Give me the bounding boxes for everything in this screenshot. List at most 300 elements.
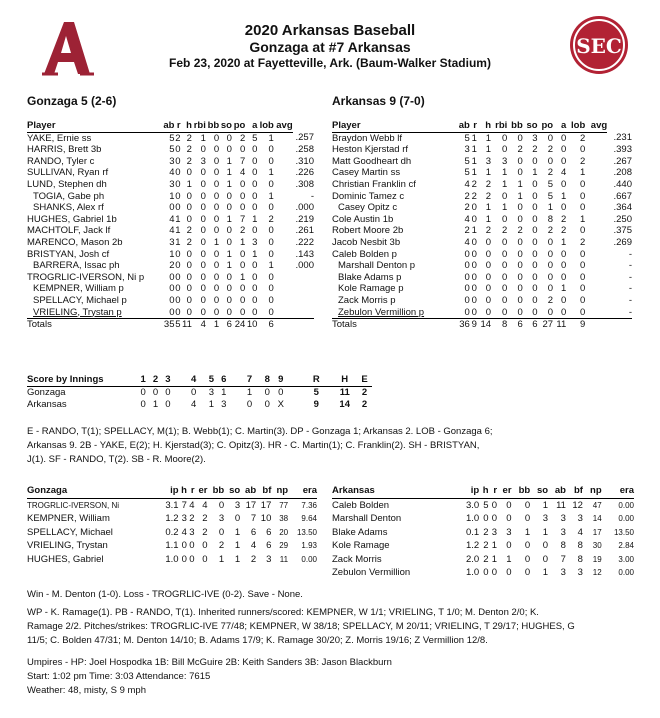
player-name: LUND, Stephen dh (27, 178, 107, 190)
stat-cell: 1 (226, 167, 232, 179)
totals-cell: 11 (182, 319, 192, 331)
stat-cell: 0 (464, 271, 470, 283)
stat-cell: 1 (268, 260, 274, 272)
stat-cell: 5 (252, 132, 258, 144)
home-pitching (332, 484, 634, 580)
stat-cell: 2 (547, 225, 554, 237)
stat-cell: 0 (471, 283, 477, 295)
stat-cell: 0 (580, 294, 586, 306)
stat-cell: - (628, 306, 632, 318)
stat-cell: 0 (560, 132, 567, 144)
player-name: SHANKS, Alex rf (33, 202, 104, 214)
column-header: rbi (193, 120, 206, 131)
notes-line: J(1). SF - RANDO, T(2). SB - R. Moore(2). (27, 454, 206, 465)
player-row (332, 156, 632, 168)
stat-cell: 0 (532, 294, 538, 306)
pitcher-row (27, 539, 317, 553)
pitching-stat: 0 (189, 540, 195, 551)
stat-cell: 0 (268, 248, 274, 260)
stat-cell: .308 (295, 178, 314, 190)
stat-cell: 0 (517, 213, 523, 225)
pitcher-row (27, 526, 317, 540)
header-row (332, 120, 632, 132)
pitching-stat: 2.84 (618, 541, 634, 550)
column-header: bb (507, 120, 523, 132)
inning-cell: 1 (208, 399, 215, 410)
stat-cell: 2 (175, 132, 181, 144)
column-header: np (583, 484, 602, 498)
inning-cell: 1 (152, 399, 159, 410)
stat-cell: 0 (471, 260, 477, 272)
stat-cell (585, 249, 607, 261)
stat-cell: 4 (169, 225, 175, 237)
stat-cell: 0 (169, 271, 175, 283)
player-row (332, 307, 632, 319)
pitching-stat: 0 (181, 553, 187, 565)
stat-cell: 4 (169, 167, 175, 179)
totals-cell: 35 (162, 319, 175, 331)
stat-cell: 5 (464, 132, 470, 144)
stat-cell: 1 (169, 248, 175, 260)
pitching-stat: 17 (245, 499, 257, 511)
stat-cell: 2 (560, 225, 567, 237)
pitching-stat: 1.0 (465, 513, 480, 524)
stat-cell: 0 (517, 248, 523, 260)
stat-cell: - (628, 260, 632, 272)
player-name: Marshall Denton p (338, 260, 416, 272)
pitching-stat: 3 (181, 513, 187, 524)
pitching-stat: 0 (524, 540, 531, 551)
stat-cell: 0 (226, 294, 232, 306)
pitching-stat: 0 (202, 553, 208, 565)
inning-cell: 1 (221, 387, 227, 398)
stat-cell: 1 (252, 248, 258, 260)
stat-cell: 0 (200, 248, 206, 260)
pitching-stat: 3 (560, 513, 566, 524)
totals-cell: 6 (507, 319, 523, 331)
column-header: so (224, 484, 240, 498)
stat-cell: 0 (252, 167, 258, 179)
pitching-stat: 3 (542, 513, 549, 524)
pitching-stat: 1 (542, 567, 549, 578)
stat-cell (274, 191, 293, 203)
player-name: BARRERA, Issac ph (33, 260, 120, 272)
stat-cell: 1 (517, 190, 523, 202)
totals-cell (585, 319, 607, 331)
stat-cell: 1 (560, 236, 567, 248)
stat-cell: .310 (295, 155, 314, 167)
stat-cell: 0 (213, 294, 220, 306)
stat-cell: 2 (547, 294, 554, 306)
totals-cell (607, 319, 632, 331)
player-row (27, 237, 314, 249)
pitching-stat: 3 (218, 513, 225, 524)
totals-cell: 24 (232, 319, 245, 331)
stat-cell: 0 (501, 248, 508, 260)
stat-cell: 1 (560, 190, 567, 202)
stat-cell: 0 (532, 178, 538, 190)
rhe-cell: 14 (339, 399, 350, 410)
stat-cell (274, 260, 293, 272)
pitching-stat: 4 (189, 499, 195, 511)
rhe-cell: 2 (361, 399, 368, 410)
pitching-stat: 1.93 (301, 541, 317, 550)
stat-cell: 5 (547, 178, 554, 190)
inning-cell: 0 (165, 387, 171, 398)
stat-cell: 5 (464, 167, 470, 179)
column-header: Player (332, 120, 455, 132)
stat-cell: 3 (485, 155, 492, 167)
column-header: bb (207, 120, 220, 131)
totals-cell: 6 (523, 319, 538, 331)
stat-cell: 0 (252, 271, 258, 283)
stat-cell: 2 (547, 144, 554, 156)
totals-cell: 1 (206, 319, 219, 331)
stat-cell: 2 (580, 132, 586, 144)
stat-cell: 1 (580, 167, 586, 179)
player-name: Matt Goodheart dh (332, 155, 412, 167)
pitching-stat: 3 (506, 526, 512, 538)
stat-cell: .222 (295, 236, 314, 248)
column-header: avg (274, 120, 293, 132)
stat-cell: 0 (580, 248, 586, 260)
stat-cell: 0 (268, 144, 274, 156)
totals-cell: 6 (257, 319, 273, 331)
pitching-stat: 0 (491, 513, 498, 524)
stat-cell (274, 179, 293, 191)
inning-cell: 0 (191, 387, 197, 398)
stat-cell: 0 (464, 248, 470, 260)
stat-cell (274, 156, 293, 168)
stat-cell: 0 (471, 248, 477, 260)
stat-cell: 4 (560, 167, 567, 179)
stat-cell: 0 (175, 271, 181, 283)
pitching-stat: 0.1 (465, 526, 480, 538)
stat-cell: 0 (175, 248, 181, 260)
stat-cell: 4 (464, 178, 470, 190)
stat-cell: 0 (175, 294, 181, 306)
player-name: SPELLACY, Michael p (33, 294, 127, 306)
player-row (332, 191, 632, 203)
player-name: Braydon Webb lf (332, 132, 403, 144)
totals-cell: 11 (553, 319, 566, 331)
stat-cell: 0 (175, 306, 181, 318)
player-name: Casey Martin ss (332, 167, 401, 179)
stat-cell: 1 (226, 155, 232, 167)
pitcher-row (332, 526, 634, 540)
stat-cell: 0 (471, 213, 477, 225)
stat-cell: 2 (547, 167, 554, 179)
stat-cell: 0 (580, 283, 586, 295)
player-row (27, 132, 314, 144)
header-date-venue: Feb 23, 2020 at Fayetteville, Ark. (Baum-Walker Stadium) (169, 56, 491, 70)
stat-cell: 0 (268, 271, 274, 283)
stat-cell: 0 (501, 294, 508, 306)
column-header: a (553, 120, 566, 132)
visitor-title: Gonzaga 5 (2-6) (27, 94, 117, 108)
stat-cell: 1 (485, 167, 492, 179)
pitching-stat: 0.00 (301, 554, 317, 564)
pitching-stat: 7 (181, 499, 187, 511)
totals-row (332, 319, 632, 331)
pitching-stat: 1 (234, 526, 241, 538)
stat-cell: 0 (186, 283, 192, 295)
stat-cell: 0 (560, 155, 567, 167)
pitching-stat: 0.00 (618, 500, 634, 510)
stat-cell: 2 (485, 190, 492, 202)
column-header: ab (455, 120, 470, 132)
stat-cell: 1 (485, 144, 492, 156)
stat-cell: 0 (532, 260, 538, 272)
column-header: np (271, 484, 288, 498)
stat-cell: 0 (175, 155, 181, 167)
pitching-stat: 10 (260, 513, 272, 524)
player-row (27, 144, 314, 156)
stat-cell: 0 (560, 306, 567, 318)
pitcher-row (27, 498, 317, 512)
start-time: Start: 1:02 pm Time: 3:03 Attendance: 7615 (27, 671, 211, 682)
stat-cell: 3 (464, 144, 470, 156)
stat-cell: 0 (213, 155, 220, 167)
pitching-stat: 1.0 (165, 553, 179, 565)
stat-cell: 1 (485, 213, 492, 225)
stat-cell: 0 (240, 294, 246, 306)
stat-cell: 0 (471, 271, 477, 283)
stat-cell: 1 (471, 225, 477, 237)
stat-cell: 0 (485, 260, 492, 272)
totals-label: Totals (27, 319, 162, 331)
stat-cell: 0 (200, 283, 206, 295)
stat-cell (293, 283, 314, 295)
stat-cell: 0 (213, 271, 220, 283)
pitcher-name: KEMPNER, William (27, 513, 110, 524)
stat-cell: 0 (169, 202, 175, 214)
stat-cell: 0 (547, 283, 554, 295)
column-header: lob (566, 120, 585, 132)
totals-row (27, 319, 314, 331)
player-row (27, 156, 314, 168)
score-team: Arkansas (27, 399, 67, 410)
column-header: era (602, 484, 634, 498)
stat-cell: 0 (213, 260, 220, 272)
player-name: HUGHES, Gabriel 1b (27, 213, 117, 225)
stat-cell: 0 (252, 283, 258, 295)
column-header: r (470, 120, 477, 132)
player-name: Casey Opitz c (338, 202, 398, 214)
pitching-stat: 38 (279, 514, 289, 523)
stat-cell: 1 (240, 236, 246, 248)
stat-cell: 0 (501, 190, 508, 202)
stat-cell: 0 (485, 294, 492, 306)
stat-cell (274, 249, 293, 261)
notes-line: E - RANDO, T(1); SPELLACY, M(1); B. Webb(1); C. Martin(3). DP - Gonzaga 1; Arkansas 2. LOB - Gonzaga 6; (27, 426, 493, 437)
stat-cell: 4 (464, 236, 470, 248)
visitor-pitching (27, 484, 317, 566)
pitching-stat: 1 (524, 526, 531, 538)
stat-cell: 0 (268, 155, 274, 167)
stat-cell: 0 (268, 283, 274, 295)
stat-cell (585, 179, 607, 191)
pitcher-row (27, 512, 317, 526)
pitching-stat: 3 (577, 513, 583, 524)
umpires: Umpires - HP: Joel Hospodka 1B: Bill McGuire 2B: Keith Sanders 3B: Jason Blackburn (27, 657, 392, 668)
stat-cell: 0 (580, 260, 586, 272)
stat-cell: 0 (532, 225, 538, 237)
stat-cell: 1 (501, 167, 508, 179)
stat-cell: 1 (175, 236, 181, 248)
player-name: Heston Kjerstad rf (332, 144, 409, 156)
stat-cell (274, 272, 293, 284)
stat-cell: 0 (186, 294, 192, 306)
column-header: lob (257, 120, 273, 132)
inning-cell: 0 (264, 399, 270, 410)
player-row (27, 202, 314, 214)
pitching-stat: 3 (234, 499, 241, 511)
pitching-stat: 3.1 (165, 499, 179, 511)
column-header: era (288, 484, 317, 498)
player-name: MACHTOLF, Jack lf (27, 225, 111, 237)
stat-cell: 0 (532, 213, 538, 225)
pitching-stat: 20 (279, 527, 289, 537)
stat-cell: 0 (485, 236, 492, 248)
pitching-stat: 0 (542, 540, 549, 551)
pitching-stat: 0 (218, 526, 225, 538)
stat-cell: 0 (517, 236, 523, 248)
stat-cell (585, 283, 607, 295)
score-by-innings (27, 374, 372, 411)
header-matchup: Gonzaga at #7 Arkansas (249, 39, 411, 55)
stat-cell: 0 (560, 248, 567, 260)
pitching-stat: 17 (260, 499, 272, 511)
totals-cell: 6 (219, 319, 232, 331)
stat-cell: 1 (471, 155, 477, 167)
stat-cell: 2 (186, 225, 192, 237)
pitching-stat: 2 (483, 540, 489, 551)
stat-cell: 0 (252, 225, 258, 237)
stat-cell: 5 (464, 155, 470, 167)
stat-cell: 0 (175, 190, 181, 202)
stat-cell: 0 (169, 283, 175, 295)
stat-cell: 5 (169, 144, 175, 156)
player-row (27, 260, 314, 272)
stat-cell (274, 225, 293, 237)
pitching-stat: 0 (181, 540, 187, 551)
column-header: ip (458, 484, 479, 498)
pitching-stat: 0 (202, 540, 208, 551)
player-name: Dominic Tamez c (332, 190, 405, 202)
stat-cell: 0 (200, 306, 206, 318)
pitching-stat: 2 (218, 540, 225, 551)
pitcher-row (332, 539, 634, 553)
column-header: ip (160, 484, 179, 498)
stat-cell: 0 (580, 190, 586, 202)
stat-cell: 2 (560, 213, 567, 225)
totals-cell: 10 (246, 319, 258, 331)
pitching-stat: 1 (506, 553, 512, 565)
stat-cell: 0 (252, 202, 258, 214)
column-header: po (538, 120, 554, 132)
pitching-stat: 1 (234, 540, 241, 551)
stat-cell: 0 (213, 132, 220, 144)
inning-cell: 4 (191, 399, 197, 410)
player-name: YAKE, Ernie ss (27, 132, 92, 144)
stat-cell: .375 (613, 225, 632, 237)
column-header: so (530, 484, 548, 498)
stat-cell: 0 (560, 202, 567, 214)
stat-cell: 1 (471, 132, 477, 144)
pitching-stat: 0.2 (165, 526, 179, 538)
stat-cell (293, 272, 314, 284)
stat-cell (585, 214, 607, 226)
stat-cell: .440 (613, 178, 632, 190)
pitching-stat: 0 (506, 513, 512, 524)
stat-cell: 0 (226, 225, 232, 237)
stat-cell: 0 (580, 225, 586, 237)
pitching-stat: 0 (524, 553, 531, 565)
column-header: h (179, 484, 187, 498)
stat-cell: 0 (213, 283, 220, 295)
stat-cell: 0 (186, 260, 192, 272)
column-header: ab (240, 484, 256, 498)
stat-cell: 0 (560, 294, 567, 306)
player-name: Robert Moore 2b (332, 225, 404, 237)
stat-cell: 0 (580, 306, 586, 318)
pitcher-name: HUGHES, Gabriel (27, 553, 104, 565)
inning-cell: 0 (140, 387, 146, 398)
stat-cell: 0 (200, 167, 206, 179)
stat-cell: 0 (252, 190, 258, 202)
stat-cell (274, 167, 293, 179)
stat-cell: .231 (613, 132, 632, 144)
pitching-stat: 3 (577, 567, 583, 578)
column-header: so (220, 120, 232, 131)
column-header: bf (566, 484, 583, 498)
stat-cell: 0 (175, 260, 181, 272)
stat-cell (293, 307, 314, 319)
game-notes (27, 425, 647, 467)
stat-cell: 1 (226, 213, 232, 225)
pitching-stat: 7 (560, 553, 566, 565)
score-title: Score by Innings (27, 374, 137, 387)
player-row (332, 295, 632, 307)
stat-cell: 0 (226, 132, 232, 144)
stat-cell: 0 (547, 236, 554, 248)
pitching-stat: 4 (202, 499, 208, 511)
pitching-stat: 0 (483, 567, 489, 578)
totals-cell: 14 (477, 319, 491, 331)
stat-cell: .250 (613, 213, 632, 225)
inning-header: 3 (162, 374, 174, 387)
pitching-stat: 12 (592, 568, 602, 577)
stat-cell: 0 (213, 213, 220, 225)
pitching-stat: 0 (524, 513, 531, 524)
inning-header: 2 (149, 374, 161, 387)
inning-cell: 3 (221, 399, 227, 410)
stat-cell: 0 (485, 283, 492, 295)
player-row (332, 214, 632, 226)
stat-cell: 2 (517, 144, 523, 156)
pitching-stat: 2 (202, 526, 208, 538)
stat-cell: 0 (580, 271, 586, 283)
player-name: RANDO, Tyler c (27, 155, 95, 167)
inning-cell: 1 (246, 387, 253, 398)
pitching-stat: 0 (491, 567, 498, 578)
pitcher-row (332, 498, 634, 512)
pitching-stat: 6 (266, 526, 272, 538)
stat-cell: 0 (200, 190, 206, 202)
pitching-stat: 8 (577, 540, 583, 551)
stat-cell: .000 (295, 202, 314, 214)
